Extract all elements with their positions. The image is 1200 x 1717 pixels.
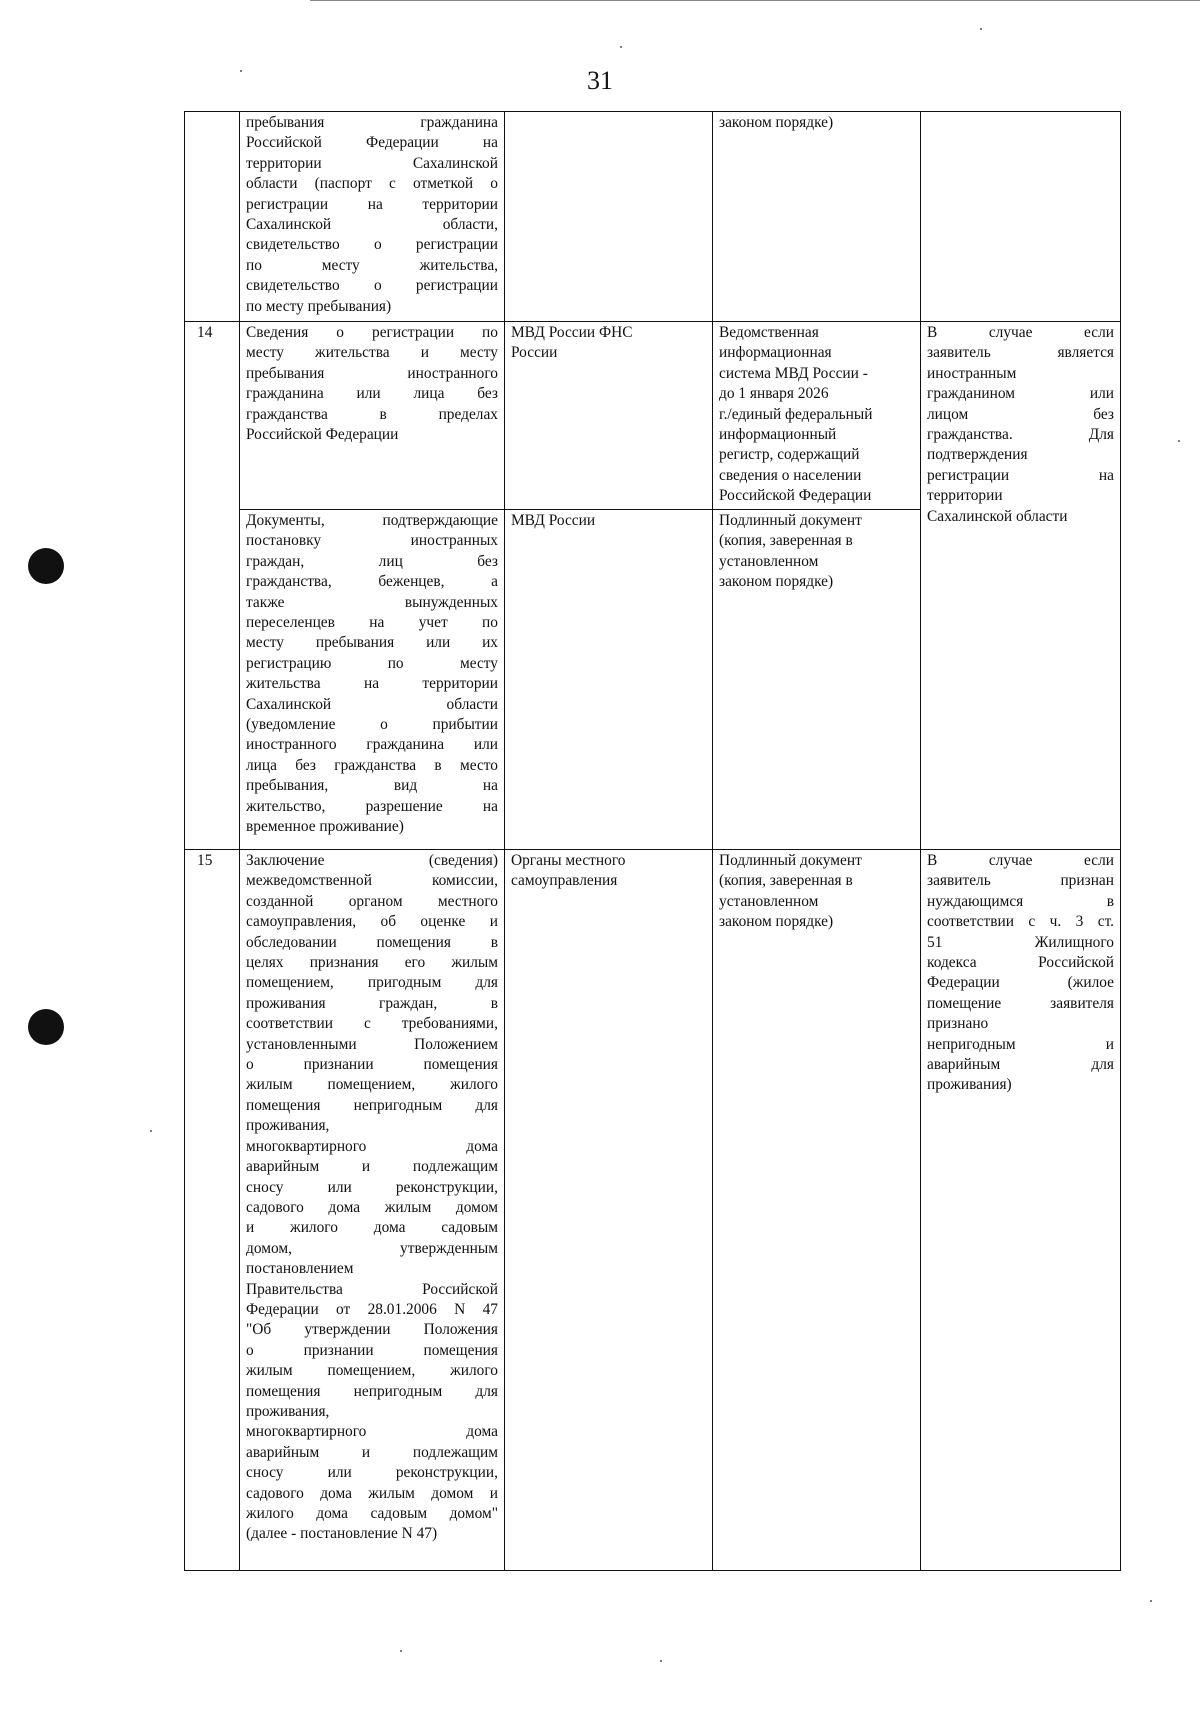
cell-text-line: (копия, заверенная в [719,872,853,890]
cell-text-line: лица без гражданства в место [246,756,498,774]
row-number-cell [185,112,240,322]
cell-text-line: гражданства. Для [927,426,1114,444]
cell-text-line: о признании помещения [246,1341,498,1359]
cell-text-line: многоквартирного дома [246,1137,498,1155]
note-cell [921,112,1121,322]
cell-text-line: МВД России [511,512,596,529]
cell-text-line: Российской Федерации [719,487,872,505]
cell-text-line: жилым помещением, жилого [246,1076,498,1094]
cell-text-line: (копия, заверенная в [719,532,853,550]
cell-text-line: законом порядке) [719,114,834,131]
cell-text-line: 51 Жилищного [927,933,1114,951]
cell-text-line: установленном [719,552,819,570]
cell-text-line: заявитель является [927,344,1114,362]
cell-text-line: переселенцев на учет по [246,614,498,632]
document-form-cell [713,510,921,850]
cell-text-line: по месту жительства, [246,256,498,274]
cell-text-line: садового дома жилым домом и [246,1484,498,1502]
cell-text-line: Федерации от 28.01.2006 N 47 [246,1300,498,1318]
organization-cell [505,112,713,322]
scan-speck [980,28,982,30]
cell-text-line: МВД России ФНС [511,324,633,341]
cell-text-line: соответствии с требованиями, [246,1015,498,1033]
cell-text-line: регистрации на [927,466,1114,484]
cell-text-line: признано [927,1015,989,1033]
cell-text-line: установленном [719,892,819,910]
document-name-cell [240,322,505,510]
cell-text-line: Сахалинской области [246,695,498,713]
cell-text-line: жилого дома садовым домом" [246,1505,498,1522]
cell-text-line: месту жительства и месту [246,344,498,362]
cell-text-line: (далее - постановление N 47) [246,1525,438,1543]
cell-text-line: Документы, подтверждающие [246,512,498,529]
cell-text-line: сносу или реконструкции, [246,1178,498,1196]
document-name-cell [240,510,505,850]
document-form-cell [713,112,921,322]
cell-text-line: самоуправления [511,872,618,890]
cell-text-line: до 1 января 2026 [719,385,829,403]
cell-text-line: Правительства Российской [246,1280,498,1298]
cell-text-line: Подлинный документ [719,852,862,869]
cell-text-line: система МВД России - [719,364,868,382]
organization-cell [505,322,713,510]
cell-text-line: аварийным и подлежащим [246,1158,498,1176]
cell-text-line: соответствии с ч. 3 ст. [927,913,1114,931]
cell-text-line: Органы местного [511,852,626,869]
cell-text-line: свидетельство о регистрации [246,277,498,295]
cell-text-line: и жилого дома садовым [246,1219,498,1237]
cell-text-line: помещения непригодным для [246,1382,498,1400]
cell-text-line: также вынужденных [246,593,498,611]
cell-text-line: гражданства, беженцев, а [246,573,498,591]
scan-speck [1150,1600,1152,1602]
cell-text-line: проживания граждан, в [246,994,498,1012]
cell-text-line: В случае если [927,324,1114,341]
cell-text-line: законом порядке) [719,913,834,931]
cell-text-line: помещением, пригодным для [246,974,498,992]
page-number: 31 [587,66,613,95]
note-cell [921,322,1121,850]
cell-text-line: Федерации (жилое [927,974,1114,992]
cell-text-line: созданной органом местного [246,892,498,910]
cell-text-line: помещения непригодным для [246,1096,498,1114]
cell-text-line: жительства на территории [246,675,498,693]
cell-text-line: свидетельство о регистрации [246,236,498,254]
cell-text-line: по месту пребывания) [246,297,392,315]
cell-text-line: самоуправления, об оценке и [246,913,498,931]
cell-text-line: регистрацию по месту [246,654,498,672]
cell-text-line: Российской Федерации на [246,134,498,152]
cell-text-line: жительство, разрешение на [246,797,498,815]
document-form-cell [713,850,921,1571]
cell-text-line: территории Сахалинской [246,154,498,172]
table-row [185,850,1121,1571]
cell-text-line: Подлинный документ [719,512,862,529]
scan-top-edge [310,0,1200,1]
cell-text-line: законом порядке) [719,573,834,591]
cell-text-line: нуждающимся в [927,892,1114,910]
document-form-cell [713,322,921,510]
cell-text-line: гражданства в пределах [246,405,498,423]
cell-text-line: России [511,344,558,362]
cell-text-line: Сведения о регистрации по [246,324,498,341]
punch-hole-bottom [28,1009,64,1045]
cell-text-line: Сахалинской области, [246,216,498,234]
cell-text-line: пребывания гражданина [246,114,498,131]
note-cell [921,850,1121,1571]
cell-text-line: подтверждения [927,446,1028,464]
cell-text-line: постановку иностранных [246,532,498,550]
cell-text-line: проживания) [927,1076,1012,1094]
cell-text-line: граждан, лиц без [246,552,498,570]
cell-text-line: проживания, [246,1117,330,1135]
cell-text-line: В случае если [927,852,1114,869]
cell-text-line: регистрации на территории [246,195,498,213]
scan-speck [150,1130,152,1132]
cell-text-line: регистр, содержащий [719,446,860,464]
row-number-cell: 14 [185,322,240,850]
scan-speck [400,1650,402,1652]
cell-text-line: пребывания иностранного [246,364,498,382]
cell-text-line: домом, утвержденным [246,1239,498,1257]
cell-text-line: гражданином или [927,385,1114,403]
cell-text-line: многоквартирного дома [246,1423,498,1441]
cell-text-line: аварийным для [927,1056,1114,1074]
cell-text-line: временное проживание) [246,818,404,836]
organization-cell [505,510,713,850]
cell-text-line: сведения о населении [719,466,862,484]
cell-text-line: непригодным и [927,1035,1114,1053]
cell-text-line: информационный [719,426,837,444]
cell-text-line: Российской Федерации [246,426,399,444]
cell-text-line: "Об утверждении Положения [246,1321,498,1339]
cell-text-line: обследовании помещения в [246,933,498,951]
cell-text-line: целях признания его жилым [246,954,498,972]
cell-text-line: гражданина или лица без [246,385,498,403]
cell-text-line: (уведомление о прибытии [246,716,498,734]
cell-text-line: заявитель признан [927,872,1114,890]
table-row [185,322,1121,510]
cell-text-line: г./единый федеральный [719,405,873,423]
scan-speck [1178,440,1180,442]
cell-text-line: области (паспорт с отметкой о [246,175,498,193]
cell-text-line: постановлением [246,1260,354,1278]
punch-hole-top [28,548,64,584]
document-name-cell [240,850,505,1571]
cell-text-line: проживания, [246,1402,330,1420]
cell-text-line: сносу или реконструкции, [246,1464,498,1482]
cell-text-line: иностранного гражданина или [246,736,498,754]
cell-text-line: информационная [719,344,832,362]
cell-text-line: Заключение (сведения) [246,852,498,869]
scan-speck [660,1660,662,1662]
cell-text-line: помещение заявителя [927,994,1114,1012]
documents-table [184,111,1121,1571]
row-number-cell: 15 [185,850,240,1571]
cell-text-line: аварийным и подлежащим [246,1443,498,1461]
cell-text-line: лицом без [927,405,1114,423]
cell-text-line: Ведомственная [719,324,819,341]
organization-cell [505,850,713,1571]
cell-text-line: иностранным [927,364,1017,382]
scan-speck [620,46,622,48]
cell-text-line: о признании помещения [246,1056,498,1074]
cell-text-line: установленными Положением [246,1035,498,1053]
cell-text-line: межведомственной комиссии, [246,872,498,890]
cell-text-line: жилым помещением, жилого [246,1362,498,1380]
table-row [185,112,1121,322]
document-name-cell [240,112,505,322]
cell-text-line: садового дома жилым домом [246,1198,498,1216]
cell-text-line: Сахалинской области [927,507,1068,525]
cell-text-line: кодекса Российской [927,954,1114,972]
cell-text-line: месту пребывания или их [246,634,498,652]
cell-text-line: пребывания, вид на [246,777,498,795]
cell-text-line: территории [927,487,1003,505]
